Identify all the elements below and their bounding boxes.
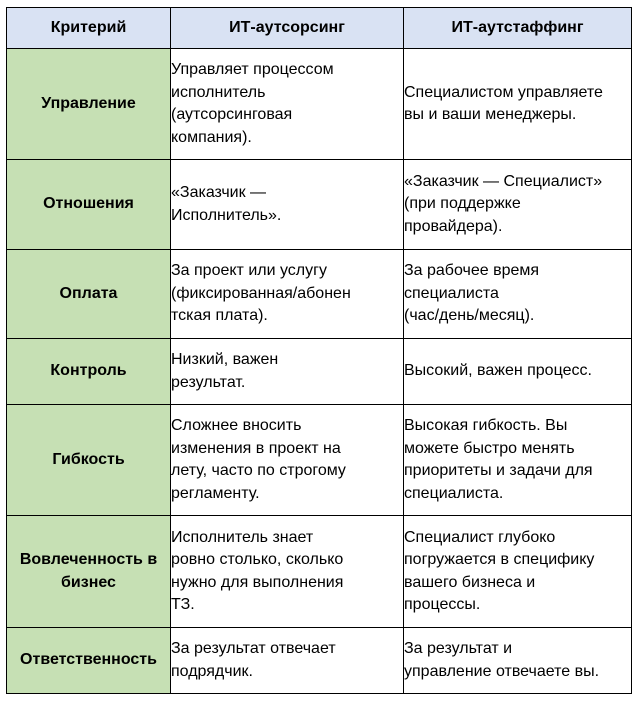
cell-line: нужно для выполнения <box>171 573 344 591</box>
criterion-line: бизнес <box>61 573 116 591</box>
cell-line: Низкий, важен <box>171 351 279 368</box>
cell-line: подрядчик. <box>171 662 253 680</box>
cell-line: За результат и <box>404 640 513 657</box>
criterion-cell: Отношения <box>7 160 171 250</box>
table-row <box>7 628 632 694</box>
criterion-cell: Гибкость <box>7 405 171 516</box>
outsourcing-cell <box>171 405 404 516</box>
cell-line: специалиста. <box>404 484 504 502</box>
outsourcing-cell <box>171 160 404 250</box>
cell-line: можете быстро менять <box>404 439 575 457</box>
outstaffing-cell <box>404 49 632 160</box>
cell-line: Высокая гибкость. Вы <box>404 417 568 434</box>
cell-line: (аутсорсинговая <box>171 106 293 123</box>
cell-line: процессы. <box>404 596 481 613</box>
cell-line: Исполнитель знает <box>171 528 314 546</box>
criterion-cell: Контроль <box>7 339 171 405</box>
outsourcing-cell <box>171 250 404 339</box>
header-row <box>7 8 632 49</box>
outsourcing-cell <box>171 628 404 694</box>
cell-line: Исполнитель». <box>171 206 282 224</box>
cell-line: вашего бизнеса и <box>404 573 536 591</box>
cell-line: приоритеты и задачи для <box>404 462 593 479</box>
criterion-cell <box>7 516 171 628</box>
cell-line: (час/день/месяц). <box>404 307 535 325</box>
cell-line: изменения в проект на <box>171 439 341 457</box>
table-row <box>7 516 632 628</box>
criterion-line: Вовлеченность в <box>19 551 158 568</box>
cell-line: ровно столько, сколько <box>171 551 344 568</box>
table-row <box>7 49 632 160</box>
outstaffing-cell <box>404 628 632 694</box>
outstaffing-cell <box>404 160 632 250</box>
cell-line: Сложнее вносить <box>171 417 302 434</box>
cell-line: вы и ваши менеджеры. <box>404 106 577 123</box>
cell-line: компания). <box>171 128 252 146</box>
cell-line: «Заказчик — Специалист» <box>404 172 603 190</box>
criterion-cell: Оплата <box>7 250 171 339</box>
cell-line: (при поддержке <box>404 195 521 213</box>
header-outstaffing: ИТ-аутстаффинг <box>404 8 632 49</box>
outstaffing-cell <box>404 516 632 628</box>
criterion-cell: Управление <box>7 49 171 160</box>
cell-line: специалиста <box>404 284 499 302</box>
table-row <box>7 160 632 250</box>
cell-line: За результат отвечает <box>171 640 336 657</box>
outstaffing-cell <box>404 250 632 339</box>
cell-line: лету, часто по строгому <box>171 462 346 479</box>
cell-line: провайдера). <box>404 217 503 235</box>
cell-line: ТЗ. <box>171 596 195 613</box>
outsourcing-cell <box>171 516 404 628</box>
table-row <box>7 250 632 339</box>
cell-line: Высокий, важен процесс. <box>404 362 592 380</box>
cell-line: регламенту. <box>171 484 260 502</box>
cell-line: За проект или услугу <box>171 262 327 280</box>
table-row <box>7 405 632 516</box>
cell-line: управление отвечаете вы. <box>404 662 600 680</box>
outsourcing-cell <box>171 339 404 405</box>
cell-line: За рабочее время <box>404 262 540 280</box>
header-outsourcing: ИТ-аутсорсинг <box>171 8 404 49</box>
criterion-cell: Ответственность <box>7 628 171 694</box>
cell-line: (фиксированная/абонен <box>171 284 351 302</box>
cell-line: Специалист глубоко <box>404 528 556 546</box>
cell-line: погружается в специфику <box>404 551 595 568</box>
cell-line: результат. <box>171 373 246 391</box>
cell-line: Специалистом управляете <box>404 83 603 101</box>
cell-line: «Заказчик — <box>171 184 267 201</box>
cell-line: тская плата). <box>171 307 268 325</box>
table-row <box>7 339 632 405</box>
header-criterion: Критерий <box>7 8 171 49</box>
cell-line: Управляет процессом <box>171 61 334 78</box>
outstaffing-cell <box>404 339 632 405</box>
outstaffing-cell <box>404 405 632 516</box>
outsourcing-cell <box>171 49 404 160</box>
cell-line: исполнитель <box>171 83 266 101</box>
comparison-table <box>6 7 632 694</box>
